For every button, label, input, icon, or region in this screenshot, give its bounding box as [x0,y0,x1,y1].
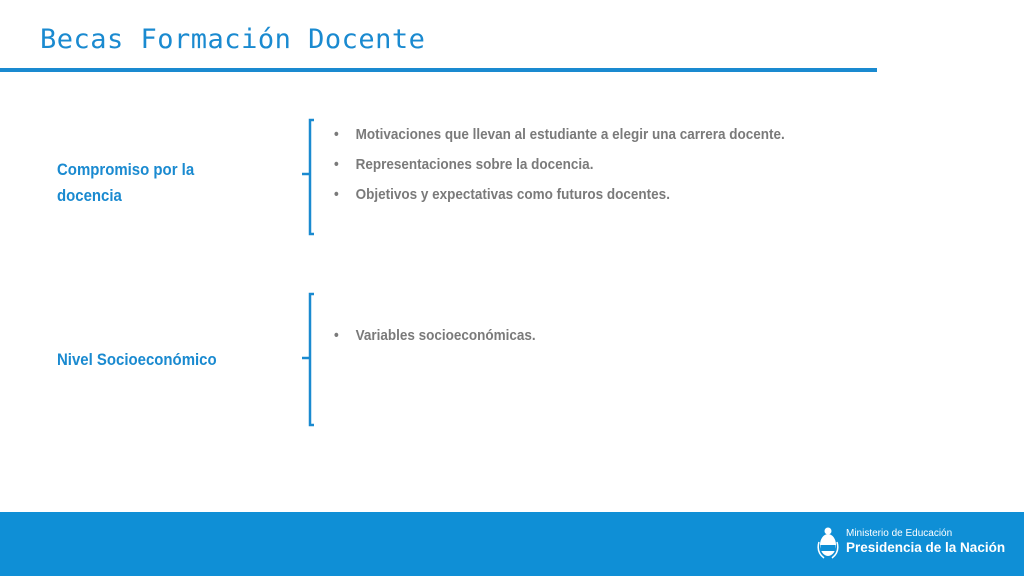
list-item: • Variables socioeconómicas. [334,325,802,347]
argentina-coat-of-arms-icon [816,526,840,560]
section-list-compromiso [334,124,854,214]
section-label-nivel: Nivel Socioeconómico [57,350,217,369]
section-list-nivel [334,325,854,355]
left-brace-icon [298,292,338,427]
left-brace-icon [298,118,338,236]
section-label-compromiso: Compromiso por la docencia [57,160,195,205]
list-item: • Motivaciones que llevan al estudiante a elegir una carrera docente. [334,124,802,146]
list-item: • Representaciones sobre la docencia. [334,154,802,176]
page-title: Becas Formación Docente [40,24,426,55]
title-underline [0,68,877,72]
list-item: • Objetivos y expectativas como futuros docentes. [334,184,802,206]
logo-ministry-text: Ministerio de Educación [846,528,953,539]
logo-presidency-text: Presidencia de la Nación [846,540,1006,555]
